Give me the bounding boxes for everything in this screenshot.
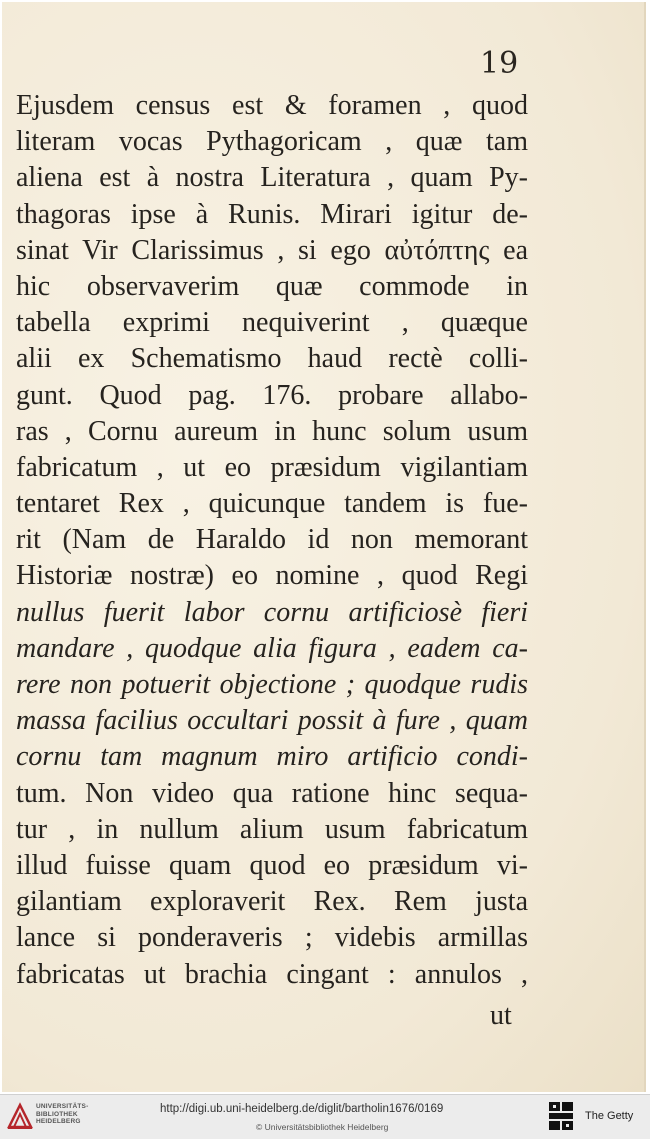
text-line: lance si ponderaveris ; videbis armillas [16,922,528,954]
institution-name: UNIVERSITÄTS- BIBLIOTHEK HEIDELBERG [36,1103,89,1125]
text-line: fabricatum , ut eo præsidum vigilantiam [16,451,528,483]
text-line: illud fuisse quam quod eo præsidum vi- [16,849,528,881]
text-line: massa facilius occultari possit à fure , quam [16,705,528,737]
text-line: hic observaverim quæ commode in [16,270,528,302]
text-line: nullus fuerit labor cornu artificiosè fieri [16,596,528,628]
heidelberg-logo-icon [6,1101,34,1131]
getty-logo-icon [548,1101,574,1131]
text-line: mandare , quodque alia figura , eadem ca- [16,632,528,664]
text-line: thagoras ipse à Runis. Mirari igitur de- [16,198,528,230]
text-line: tentaret Rex , quicunque tandem is fue- [16,488,528,520]
text-line: gunt. Quod pag. 176. probare allabo- [16,379,528,411]
copyright-notice: © Universitätsbibliothek Heidelberg [256,1122,389,1132]
page-number: 19 [480,46,519,81]
text-line: Historiæ nostræ) eo nomine , quod Regi [16,560,528,592]
text-line: tabella exprimi nequiverint , quæque [16,307,528,339]
text-line: gilantiam exploraverit Rex. Rem justa [16,886,528,918]
text-line: aliena est à nostra Literatura , quam Py- [16,162,528,194]
book-page [2,2,646,1092]
text-line: literam vocas Pythagoricam , quæ tam [16,126,528,158]
text-line: sinat Vir Clarissimus , si ego αὐτόπτης ea [16,234,528,266]
text-line: cornu tam magnum miro artificio condi- [16,741,528,773]
text-line: alii ex Schematismo haud rectè colli- [16,343,528,375]
text-line: tum. Non video qua ratione hinc sequa- [16,777,528,809]
text-block [16,88,528,993]
catchword: ut [490,1000,512,1031]
footer-bar [0,1094,650,1139]
text-line: ras , Cornu aureum in hunc solum usum [16,415,528,447]
partner-name: The Getty [585,1110,634,1122]
text-line: rere non potuerit objectione ; quodque rudis [16,669,528,700]
permalink-url[interactable]: http://digi.ub.uni-heidelberg.de/diglit/bartholin1676/0169 [160,1103,444,1115]
text-line: rit (Nam de Haraldo id non memorant [16,524,528,556]
text-line: fabricatas ut brachia cingant : annulos , [16,958,528,990]
text-line: Ejusdem census est & foramen , quod [16,90,528,121]
text-line: tur , in nullum alium usum fabricatum [16,813,528,845]
